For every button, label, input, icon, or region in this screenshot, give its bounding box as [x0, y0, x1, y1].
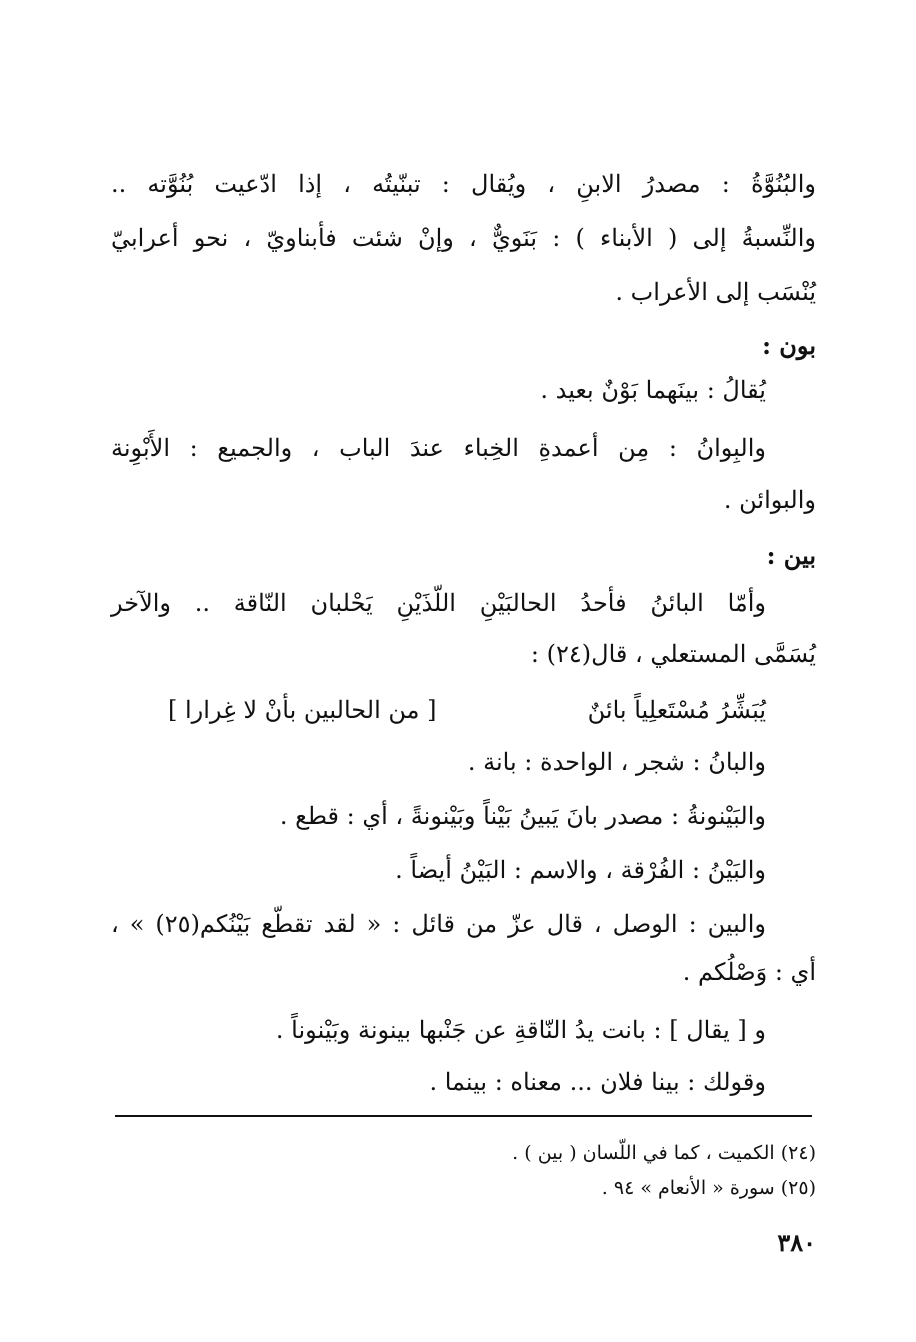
footnote-divider: [115, 1115, 812, 1117]
paragraph-line: أي : وَصْلُكم .: [682, 958, 816, 986]
paragraph-line: والبوائن .: [723, 486, 816, 514]
poem-verse-second-hemistich: [ من الحالبين بأنْ لا غِرارا ]: [168, 696, 437, 724]
footnote-25: (٢٥) سورة « الأنعام » ٩٤ .: [601, 1177, 816, 1199]
paragraph-line: والبُنُوَّةُ : مصدرُ الابنِ ، ويُقال : تبنّيتُه ، إذا ادّعيت بُنُوَّته ..: [111, 170, 816, 198]
paragraph-line: يُنْسَب إلى الأعراب .: [615, 278, 816, 306]
page-number: ٣٨٠: [777, 1228, 816, 1257]
paragraph-line: يُقالُ : بينَهما بَوْنٌ بعيد .: [540, 376, 766, 404]
paragraph-line: والبِوانُ : مِن أعمدةِ الخِباء عندَ الباب ، والجميع : الأَبْوِنة: [111, 434, 766, 462]
paragraph-line: والبين : الوصل ، قال عزّ من قائل : « لقد تقطّع بَيْنُكم(٢٥) » ،: [111, 910, 766, 938]
paragraph-line: والبانُ : شجر ، الواحدة : بانة .: [467, 748, 766, 776]
paragraph-line: يُسَمَّى المستعلي ، قال(٢٤) :: [530, 640, 816, 668]
paragraph-line: وأمّا البائنُ فأحدُ الحالبَيْنِ اللّذَيْنِ يَحْلبان النّاقة .. والآخر: [111, 589, 766, 617]
entry-heading-bun: بون :: [762, 331, 816, 360]
paragraph-line: وقولك : بينا فلان ... معناه : بينما .: [429, 1068, 766, 1096]
poem-verse-first-hemistich: يُبَشِّرُ مُسْتَعلِياً بائنٌ: [587, 696, 766, 724]
footnote-24: (٢٤) الكميت ، كما في اللّسان ( بين ) .: [512, 1142, 816, 1164]
paragraph-line: والنِّسبةُ إلى ( الأبناء ) : بَنَويٌّ ، وإنْ شئت فأبناويّ ، نحو أعرابيّ: [111, 224, 816, 252]
paragraph-line: والبَيْنُ : الفُرْقة ، والاسم : البَيْنُ أيضاً .: [395, 856, 766, 884]
paragraph-line: و [ يقال ] : بانت يدُ النّاقةِ عن جَنْبها بينونة وبَيْنوناً .: [275, 1016, 766, 1044]
entry-heading-bayn: بين :: [766, 541, 816, 570]
paragraph-line: والبَيْنونةُ : مصدر بانَ يَبينُ بَيْناً وبَيْنونةً ، أي : قطع .: [279, 802, 766, 830]
